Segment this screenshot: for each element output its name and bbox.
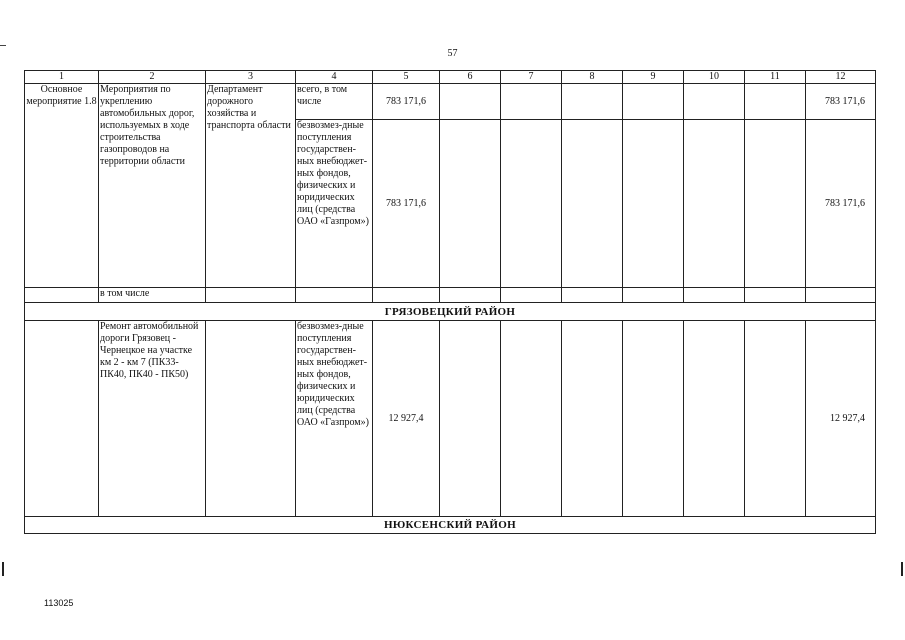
header-cell: 4 xyxy=(296,71,373,84)
header-cell: 8 xyxy=(562,71,623,84)
executor-cell: Департамент дорожного хозяйства и транспорта области xyxy=(206,84,296,288)
amount-cell: 12 927,4 xyxy=(806,321,876,517)
table-row xyxy=(25,321,876,517)
table-row xyxy=(25,288,876,303)
scan-edge-mark xyxy=(901,562,903,576)
scan-edge-mark xyxy=(2,562,4,576)
district-row xyxy=(25,303,876,321)
funding-source-cell: безвозмез-дные поступления государствен-ных внебюджет-ных фондов, физических и юридических лиц (средства ОАО «Газпром») xyxy=(296,321,373,517)
in-total-cell: в том числе xyxy=(99,288,206,303)
header-cell: 6 xyxy=(440,71,501,84)
amount-cell: 783 171,6 xyxy=(806,84,876,120)
activity-name-cell: Мероприятия по укреплению автомобильных дорог, используемых в ходе строительства газопроводов на территории области xyxy=(99,84,206,288)
district-row xyxy=(25,517,876,534)
activity-code-cell: Основное мероприятие 1.8 xyxy=(25,84,99,288)
activity-name-cell: Ремонт автомобильной дороги Грязовец - Чернецкое на участке км 2 - км 7 (ПК33-ПК40, ПК40 - ПК50) xyxy=(99,321,206,517)
header-cell: 9 xyxy=(623,71,684,84)
district-title: ГРЯЗОВЕЦКИЙ РАЙОН xyxy=(25,303,876,321)
header-cell: 3 xyxy=(206,71,296,84)
funding-source-cell: всего, в том числе xyxy=(296,84,373,120)
column-number-row xyxy=(25,71,876,84)
amount-cell: 783 171,6 xyxy=(373,120,440,288)
page-number: 57 xyxy=(447,48,458,59)
program-table xyxy=(24,70,876,534)
header-cell: 10 xyxy=(684,71,745,84)
header-cell: 11 xyxy=(745,71,806,84)
table-row xyxy=(25,84,876,120)
scan-edge-mark xyxy=(0,45,6,46)
document-code: 113025 xyxy=(44,598,74,608)
header-cell: 2 xyxy=(99,71,206,84)
district-title: НЮКСЕНСКИЙ РАЙОН xyxy=(25,517,876,534)
amount-cell: 12 927,4 xyxy=(373,321,440,517)
header-cell: 1 xyxy=(25,71,99,84)
amount-cell: 783 171,6 xyxy=(373,84,440,120)
amount-cell: 783 171,6 xyxy=(806,120,876,288)
header-cell: 5 xyxy=(373,71,440,84)
header-cell: 12 xyxy=(806,71,876,84)
header-cell: 7 xyxy=(501,71,562,84)
funding-source-cell: безвозмез-дные поступления государствен-ных внебюджет-ных фондов, физических и юридических лиц (средства ОАО «Газпром») xyxy=(296,120,373,288)
